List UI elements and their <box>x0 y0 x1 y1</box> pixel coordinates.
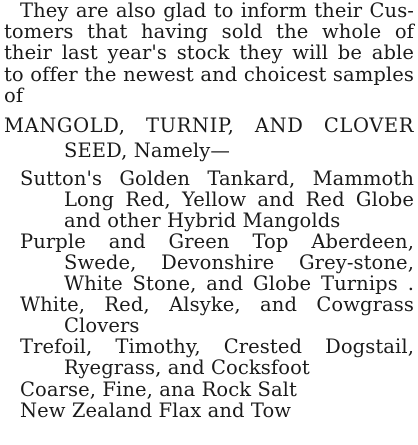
item-line: Purple and Green Top Aberdeen, <box>20 230 414 253</box>
item-line: Long Red, Yellow and Red Globe <box>64 188 414 211</box>
item-line: Ryegrass, and Cocksfoot <box>64 356 310 379</box>
item-line: Clovers <box>64 314 140 337</box>
item-line: White Stone, and Globe Turnips . <box>64 272 414 295</box>
item-line: White, Red, Alsyke, and Cowgrass <box>20 293 414 316</box>
heading-line: MANGOLD, TURNIP, AND CLOVER <box>4 114 414 137</box>
intro-line: They are also glad to inform their Cus- <box>20 0 414 22</box>
item-line: Swede, Devonshire Grey-stone, <box>64 251 414 274</box>
intro-line: tomers that having sold the whole of <box>4 20 414 43</box>
item-line: Coarse, Fine, ana Rock Salt <box>20 378 297 401</box>
item-line: Trefoil, Timothy, Crested Dogstail, <box>20 335 414 358</box>
intro-line: of <box>4 84 24 107</box>
item-line: New Zealand Flax and Tow <box>20 399 292 422</box>
heading-line: SEED, Namely— <box>64 139 230 162</box>
item-line: Sutton's Golden Tankard, Mammoth <box>20 167 414 190</box>
intro-line: to offer the newest and choicest samples <box>4 63 414 86</box>
item-line: and other Hybrid Mangolds <box>64 209 341 232</box>
intro-line: their last year's stock they will be able <box>4 41 414 64</box>
